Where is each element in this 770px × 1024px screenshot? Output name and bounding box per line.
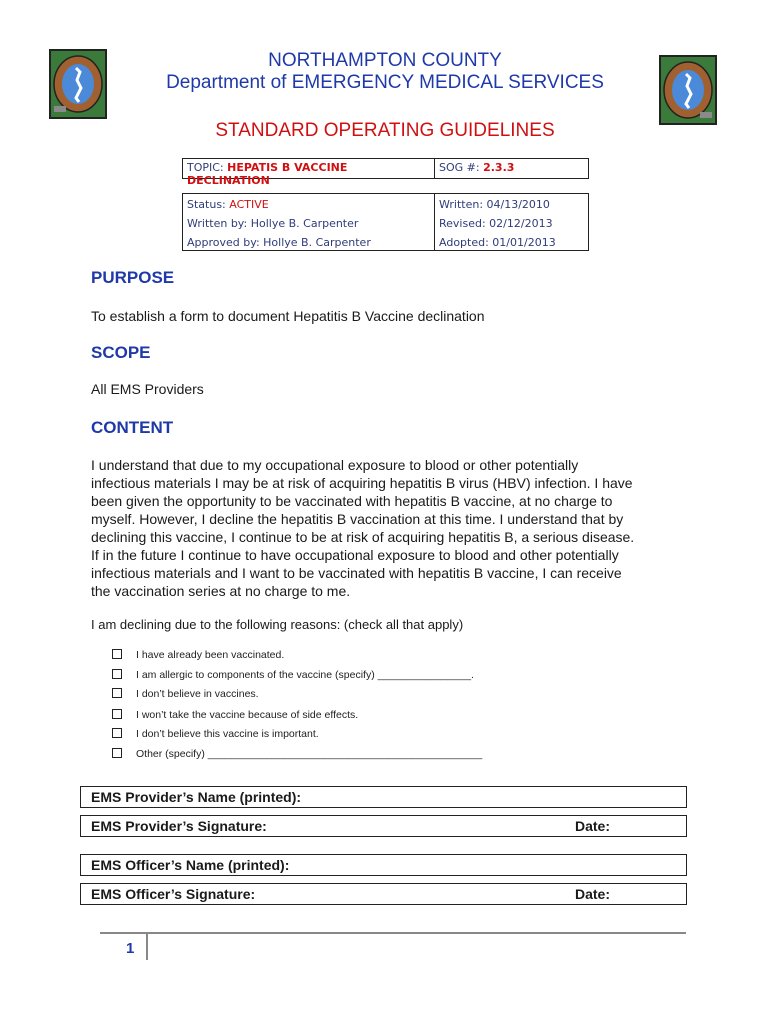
content-line: infectious materials and I want to be vaccinated with hepatitis B vaccine, I can receive bbox=[91, 565, 622, 581]
checkbox[interactable] bbox=[112, 649, 122, 659]
officer-name-field[interactable] bbox=[80, 854, 687, 876]
status-value: ACTIVE bbox=[229, 198, 269, 211]
scope-text: All EMS Providers bbox=[91, 381, 204, 397]
reason-item[interactable] bbox=[112, 747, 482, 761]
topic-label: TOPIC: bbox=[187, 161, 224, 174]
page-number-bar bbox=[146, 934, 148, 960]
content-line: been given the opportunity to be vaccinated with hepatitis B vaccine, at no charge to bbox=[91, 493, 613, 509]
topic-box bbox=[182, 158, 589, 187]
sog-label: SOG #: bbox=[439, 161, 480, 174]
officer-date-label: Date: bbox=[575, 886, 611, 902]
approved-by: Approved by: Hollye B. Carpenter bbox=[187, 236, 371, 249]
content-line: I understand that due to my occupational exposure to blood or other potentially bbox=[91, 457, 579, 473]
reason-item[interactable] bbox=[112, 687, 259, 701]
status-label: Status: bbox=[187, 198, 226, 211]
content-line: myself. However, I decline the hepatitis B vaccination at this time. I understand that by bbox=[91, 511, 624, 527]
content-heading: CONTENT bbox=[91, 418, 174, 437]
reason-item[interactable] bbox=[112, 648, 284, 662]
reason-label: I don’t believe this vaccine is important. bbox=[136, 728, 319, 740]
reason-label: I have already been vaccinated. bbox=[136, 649, 285, 661]
officer-name-label: EMS Officer’s Name (printed): bbox=[91, 857, 290, 873]
reason-label: I am allergic to components of the vaccine (specify) ________________. bbox=[136, 669, 474, 681]
officer-signature-field[interactable] bbox=[80, 883, 687, 905]
reason-label: Other (specify) _______________________________________________ bbox=[136, 748, 483, 760]
purpose-heading: PURPOSE bbox=[91, 268, 175, 287]
reason-label: I don’t believe in vaccines. bbox=[136, 688, 259, 700]
checkbox[interactable] bbox=[112, 688, 122, 698]
page-number: 1 bbox=[126, 940, 135, 957]
checkbox[interactable] bbox=[112, 669, 122, 679]
content-line: declining this vaccine, I continue to be at risk of acquiring hepatitis B, a serious disease. bbox=[91, 529, 635, 545]
sog-value: 2.3.3 bbox=[483, 161, 515, 174]
topic-value: HEPATIS B VACCINE DECLINATION bbox=[187, 161, 348, 187]
reason-item[interactable] bbox=[112, 727, 319, 741]
footer-rule bbox=[100, 932, 686, 934]
declining-intro: I am declining due to the following reasons: (check all that apply) bbox=[91, 617, 464, 632]
provider-date-label: Date: bbox=[575, 818, 611, 834]
checkbox[interactable] bbox=[112, 748, 122, 758]
scope-heading: SCOPE bbox=[91, 343, 151, 362]
provider-signature-label: EMS Provider’s Signature: bbox=[91, 818, 267, 834]
adopted-date: Adopted: 01/01/2013 bbox=[439, 236, 556, 249]
document-type: STANDARD OPERATING GUIDELINES bbox=[215, 120, 555, 141]
checkbox[interactable] bbox=[112, 728, 122, 738]
purpose-text: To establish a form to document Hepatitis B Vaccine declination bbox=[91, 308, 485, 324]
provider-name-field[interactable] bbox=[80, 786, 687, 808]
department-name: Department of EMERGENCY MEDICAL SERVICES bbox=[166, 72, 604, 93]
status-box bbox=[182, 193, 589, 251]
provider-name-label: EMS Provider’s Name (printed): bbox=[91, 789, 302, 805]
officer-signature-label: EMS Officer’s Signature: bbox=[91, 886, 256, 902]
written-date: Written: 04/13/2010 bbox=[439, 198, 550, 211]
reason-item[interactable] bbox=[112, 668, 474, 682]
content-line: the vaccination series at no charge to me. bbox=[91, 583, 351, 599]
content-line: If in the future I continue to have occupational exposure to blood and other potentially bbox=[91, 547, 619, 563]
content-line: infectious materials I may be at risk of acquiring hepatitis B virus (HBV) infection. I have bbox=[91, 475, 633, 491]
reason-item[interactable] bbox=[112, 708, 358, 722]
checkbox[interactable] bbox=[112, 709, 122, 719]
org-name: NORTHAMPTON COUNTY bbox=[268, 50, 502, 71]
revised-date: Revised: 02/12/2013 bbox=[439, 217, 553, 230]
reason-label: I won’t take the vaccine because of side effects. bbox=[136, 709, 359, 721]
provider-signature-field[interactable] bbox=[80, 815, 687, 837]
written-by: Written by: Hollye B. Carpenter bbox=[187, 217, 359, 230]
